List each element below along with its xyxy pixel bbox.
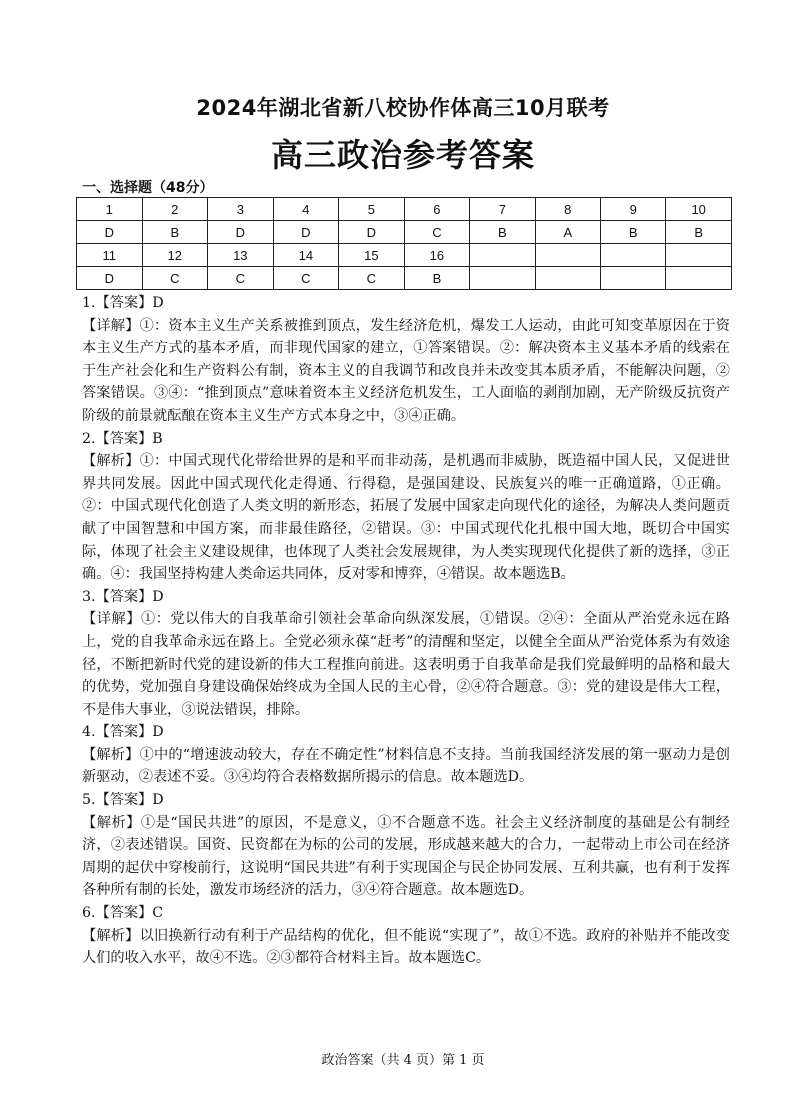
answer-explanations: [82, 292, 730, 970]
table-cell: 3: [208, 198, 274, 221]
table-cell: 16: [404, 244, 470, 267]
table-cell: [535, 244, 600, 267]
table-row: [77, 198, 732, 221]
table-cell: [600, 244, 665, 267]
table-cell: A: [535, 221, 600, 244]
table-cell: 13: [208, 244, 274, 267]
exam-title: 2024年湖北省新八校协作体高三10月联考: [196, 96, 610, 120]
table-cell: 15: [339, 244, 405, 267]
table-cell: 11: [77, 244, 143, 267]
page-footer: 政治答案（共 4 页）第 1 页: [321, 1053, 485, 1068]
answer-line: 4.【答案】D: [82, 724, 164, 741]
table-cell: 8: [535, 198, 600, 221]
table-cell: [535, 267, 600, 290]
table-cell: [470, 267, 535, 290]
answer-line: 5.【答案】D: [82, 792, 164, 809]
table-cell: 2: [142, 198, 208, 221]
document-title: 高三政治参考答案: [270, 136, 535, 174]
explanation-paragraph: 【详解】①：资本主义生产关系被推到顶点，发生经济危机，爆发工人运动，由此可知变革原因在于资本主义生产方式的基本矛盾，而非现代国家的建立，①答案错误。②：解决资本主义基本矛盾的线索在于生产社会化和生产资料公有制，资本主义的自我调节和改良并未改变其本质矛盾，不能解决问题，②答案错误。③④：“推到顶点”意味着资本主义经济危机发生，工人面临的剥削加剧，无产阶级反抗资产阶级的前景就酝酿在资本主义生产方式本身之中，③④正确。: [82, 317, 730, 424]
table-cell: B: [666, 221, 732, 244]
table-cell: C: [208, 267, 274, 290]
answer-line: 6.【答案】C: [82, 905, 164, 922]
table-cell: C: [273, 267, 339, 290]
table-cell: [666, 267, 732, 290]
explanation-paragraph: 【解析】①是“国民共进”的原因，不是意义，①不合题意不选。社会主义经济制度的基础是公有制经济，②表述错误。国资、民资都在为标的公司的发展，形成越来越大的合力，一起带动上市公司在经济周期的起伏中穿梭前行，这说明“国民共进”有利于实现国企与民企协同发展、互利共赢，也有利于发挥各种所有制的长处，激发市场经济的活力，③④符合题意。故本题选D。: [82, 814, 730, 899]
explanation-paragraph: 【解析】以旧换新行动有利于产品结构的优化，但不能说“实现了”，故①不选。政府的补贴并不能改变人们的收入水平，故④不选。②③都符合材料主旨。故本题选C。: [82, 927, 730, 967]
explanation-paragraph: 【详解】①：党以伟大的自我革命引领社会革命向纵深发展，①错误。②④：全面从严治党永远在路上，党的自我革命永远在路上。全党必须永葆“赶考”的清醒和坚定，以健全全面从严治党体系为有效途径，不断把新时代党的建设新的伟大工程推向前进。这表明勇于自我革命是我们党最鲜明的品格和最大的优势，党加强自身建设确保始终成为全国人民的主心骨，②④符合题意。③：党的建设是伟大工程，不是伟大事业，③说法错误，排除。: [82, 611, 730, 718]
table-cell: [600, 267, 665, 290]
table-cell: 6: [404, 198, 470, 221]
table-cell: 7: [470, 198, 535, 221]
table-cell: 1: [77, 198, 143, 221]
table-cell: D: [77, 221, 143, 244]
table-cell: D: [208, 221, 274, 244]
table-cell: [470, 244, 535, 267]
answer-table: [76, 197, 732, 290]
table-row: [77, 267, 732, 290]
table-cell: 9: [600, 198, 665, 221]
explanation-paragraph: 【解析】①：中国式现代化带给世界的是和平而非动荡，是机遇而非威胁，既造福中国人民，又促进世界共同发展。因此中国式现代化走得通、行得稳，是强国建设、民族复兴的唯一正确道路，①正确。②：中国式现代化创造了人类文明的新形态，拓展了发展中国家走向现代化的途径，为解决人类问题贡献了中国智慧和中国方案，而非最佳路径，②错误。③：中国式现代化扎根中国大地，既切合中国实际，体现了社会主义建设规律，也体现了人类社会发展规律，为人类实现现代化提供了新的选择，③正确。④：我国坚持构建人类命运共同体，反对零和博弈，④错误。故本题选B。: [82, 453, 730, 583]
explanation-paragraph: 【解析】①中的“增速波动较大，存在不确定性”材料信息不支持。当前我国经济发展的第一驱动力是创新驱动，②表述不妥。③④均符合表格数据所揭示的信息。故本题选D。: [82, 746, 730, 786]
table-cell: [666, 244, 732, 267]
table-cell: C: [404, 221, 470, 244]
table-cell: D: [77, 267, 143, 290]
answer-line: 3.【答案】D: [82, 588, 164, 605]
table-cell: 5: [339, 198, 405, 221]
table-cell: 4: [273, 198, 339, 221]
table-cell: B: [600, 221, 665, 244]
table-cell: 12: [142, 244, 208, 267]
table-cell: D: [273, 221, 339, 244]
section-heading: 一、选择题（48分）: [82, 180, 214, 196]
table-cell: C: [142, 267, 208, 290]
answer-line: 2.【答案】B: [82, 430, 163, 447]
table-row: [77, 244, 732, 267]
answer-line: 1.【答案】D: [82, 295, 164, 311]
table-cell: B: [470, 221, 535, 244]
table-cell: 10: [666, 198, 732, 221]
table-cell: D: [339, 221, 405, 244]
table-cell: B: [142, 221, 208, 244]
table-row: [77, 221, 732, 244]
table-cell: C: [339, 267, 405, 290]
table-cell: 14: [273, 244, 339, 267]
table-cell: B: [404, 267, 470, 290]
